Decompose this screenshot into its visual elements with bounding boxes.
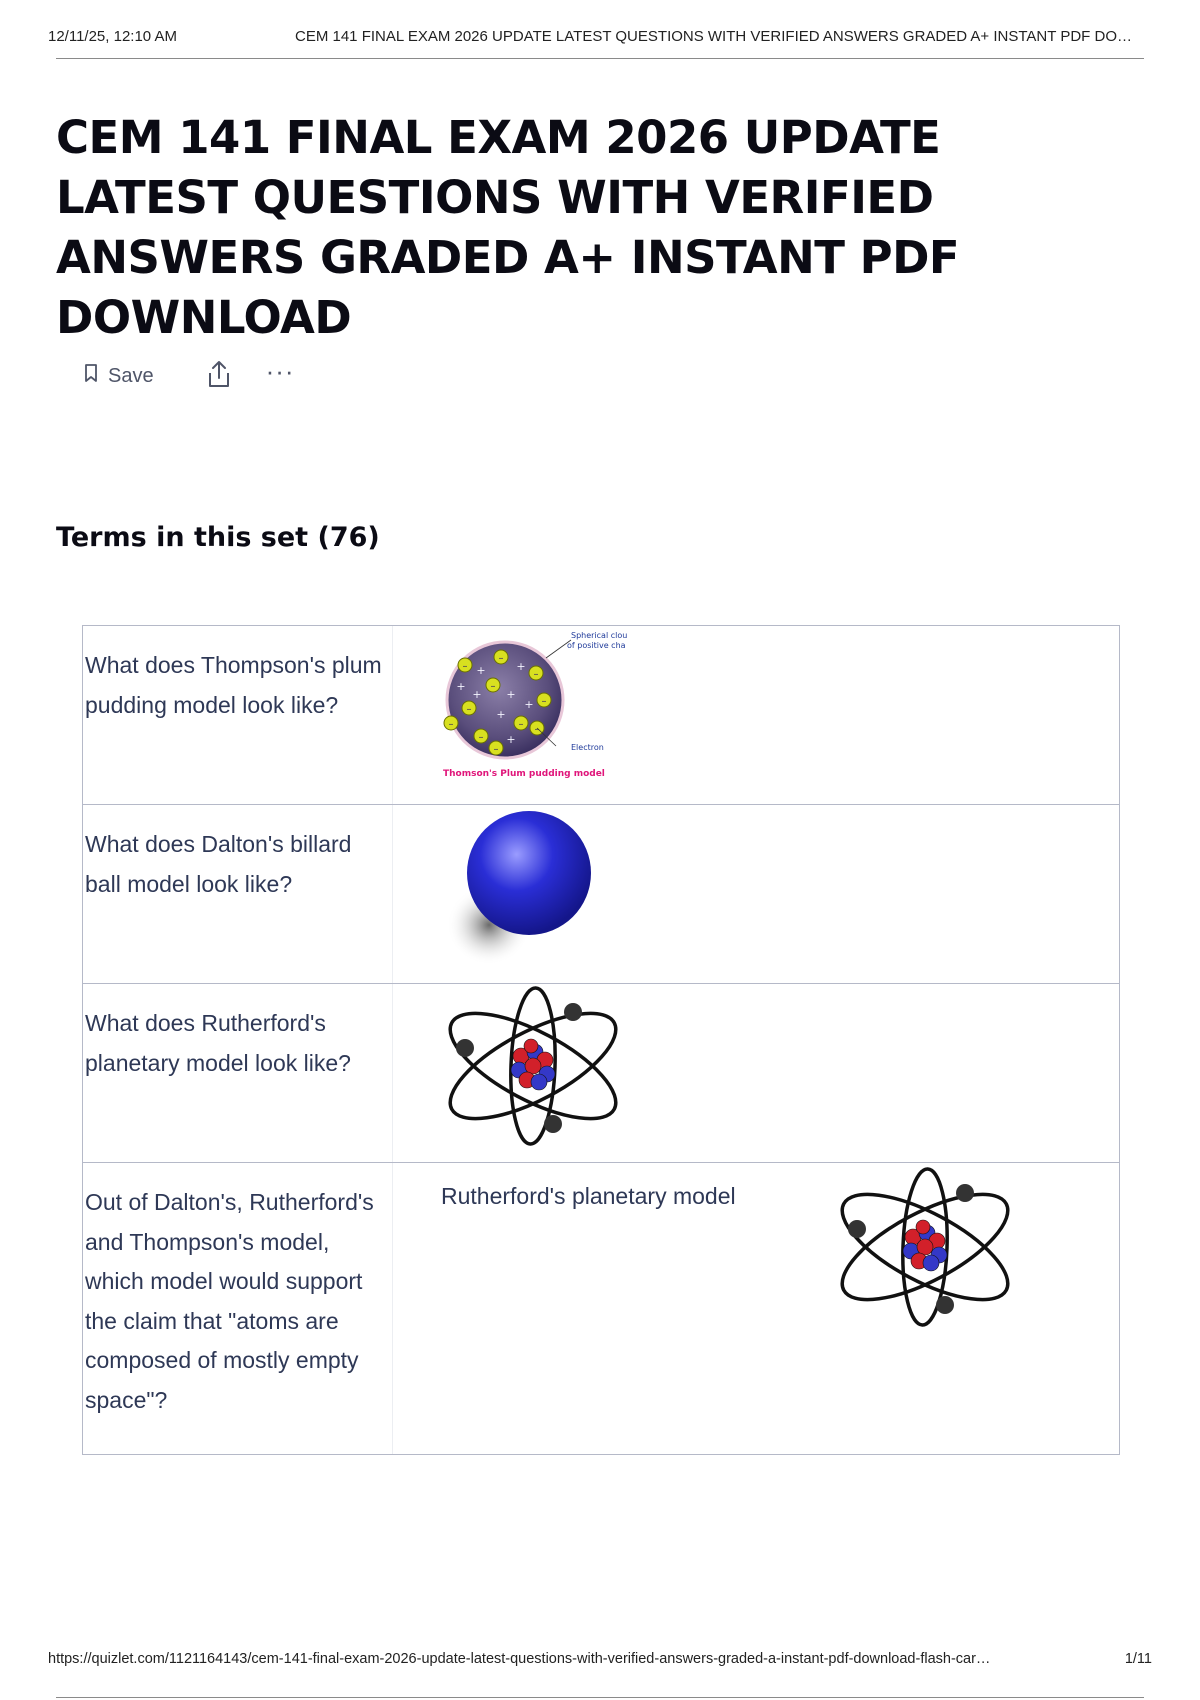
svg-text:+: + xyxy=(476,664,486,677)
svg-text:+: + xyxy=(496,708,506,721)
more-icon: ··· xyxy=(265,356,295,386)
definition-text: Rutherford's planetary model xyxy=(441,1183,736,1209)
label-positive-charge: of positive cha xyxy=(567,641,626,650)
save-button[interactable] xyxy=(84,363,154,389)
svg-text:–: – xyxy=(498,653,504,664)
term-definition xyxy=(393,626,1119,804)
print-footer xyxy=(48,1651,1152,1667)
svg-text:+: + xyxy=(506,733,516,746)
term-row[interactable] xyxy=(82,625,1120,805)
terms-heading: Terms in this set (76) xyxy=(56,522,380,553)
bookmark-icon xyxy=(84,363,98,389)
share-icon xyxy=(206,359,232,394)
plum-pudding-model-image xyxy=(441,628,661,798)
footer-divider xyxy=(56,1697,1144,1698)
billiard-ball-model-image xyxy=(441,807,621,977)
svg-text:+: + xyxy=(506,688,516,701)
save-label: Save xyxy=(108,364,154,387)
svg-text:–: – xyxy=(448,719,454,730)
print-url: https://quizlet.com/1121164143/cem-141-final-exam-2026-update-latest-questions-with-verified-answers-graded-a-instant-pdf-download-flash-car… xyxy=(48,1651,991,1667)
share-button[interactable] xyxy=(206,359,232,394)
svg-text:–: – xyxy=(518,719,524,730)
svg-text:–: – xyxy=(533,669,539,680)
page-title: CEM 141 FINAL EXAM 2026 UPDATE LATEST QUESTIONS WITH VERIFIED ANSWERS GRADED A+ INSTANT PDF DOWNLOAD xyxy=(56,111,960,344)
more-options-button[interactable] xyxy=(266,358,295,394)
planetary-model-image xyxy=(441,986,631,1146)
svg-text:–: – xyxy=(462,661,468,672)
term-text: Out of Dalton's, Rutherford's and Thompson's model, which model would support the claim that "atoms are composed of mostly empty space"? xyxy=(83,1163,393,1454)
term-row[interactable] xyxy=(82,1162,1120,1455)
term-definition xyxy=(393,984,1119,1162)
term-row[interactable] xyxy=(82,804,1120,984)
svg-text:–: – xyxy=(478,732,484,743)
print-doc-title: CEM 141 FINAL EXAM 2026 UPDATE LATEST QUESTIONS WITH VERIFIED ANSWERS GRADED A+ INSTANT PDF DO… xyxy=(295,28,1132,45)
svg-text:+: + xyxy=(472,688,482,701)
svg-text:+: + xyxy=(456,680,466,693)
term-row[interactable] xyxy=(82,983,1120,1163)
term-text: What does Dalton's billard ball model look like? xyxy=(83,805,393,983)
header-divider xyxy=(56,58,1144,59)
term-text: What does Thompson's plum pudding model look like? xyxy=(83,626,393,804)
page-number: 1/11 xyxy=(1124,1651,1152,1667)
term-definition xyxy=(393,1163,1119,1454)
svg-text:–: – xyxy=(466,704,472,715)
print-date: 12/11/25, 12:10 AM xyxy=(48,28,177,45)
terms-list xyxy=(82,625,1120,1454)
svg-text:+: + xyxy=(524,698,534,711)
svg-text:–: – xyxy=(534,724,540,735)
label-positive-cloud: Spherical clou xyxy=(571,631,628,640)
svg-text:–: – xyxy=(541,696,547,707)
term-definition xyxy=(393,805,1119,983)
label-electron: Electron xyxy=(571,743,604,752)
svg-text:–: – xyxy=(490,681,496,692)
term-text: What does Rutherford's planetary model look like? xyxy=(83,984,393,1162)
svg-text:+: + xyxy=(516,660,526,673)
set-actions xyxy=(84,358,295,394)
svg-text:–: – xyxy=(493,744,499,755)
planetary-model-image xyxy=(833,1167,1023,1327)
print-header xyxy=(48,28,1144,45)
image-caption: Thomson's Plum pudding model xyxy=(443,769,605,779)
